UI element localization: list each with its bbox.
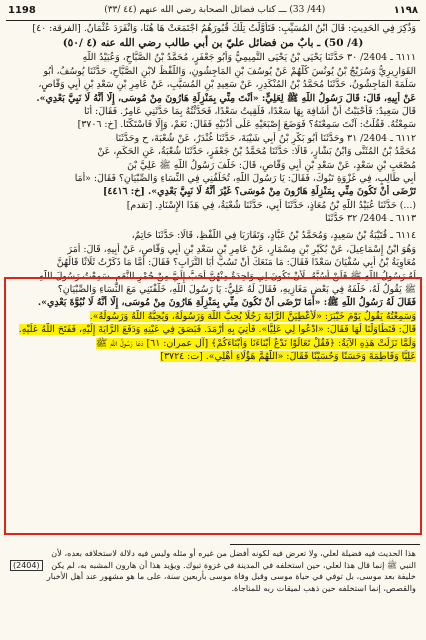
footnote-line: والقصص، إنما استخلفه حين ذهب لميقات ربه للمناجاة. bbox=[231, 582, 416, 593]
footnote-line: هذا الحديث فيه فضيلة لعلي، ولا تعرض فيه لكونه أفضل من غيره أو مثله وليس فيه دلالة لاستخلافه بعده، لأن bbox=[51, 548, 416, 558]
footnote-badge: (2404) bbox=[10, 560, 43, 571]
running-title: (44/ 33) ـــ كتاب فضائل الصحابة رضي الله عنهم (٤٤ /٣٣) bbox=[104, 5, 326, 15]
hadith-line: ٦١١١ ـ 2404/ ٣٠ حَدَّثَنَا يَحْيَى بْنُ يَحْيَى التَّمِيمِيُّ وَأَبُو جَعْفَرٍ، مُحَمَّدُ بْنُ الصَّبَّاحِ، وَعُبَيْدُ اللَّهِ bbox=[82, 52, 416, 64]
hadith-line: مُصْعَبِ بْنِ سَعْدٍ، عَنْ سَعْدِ بْنِ أَبِي وَقَّاصٍ، قَالَ: خَلَّفَ رَسُولُ اللَّهِ ﷺ عَلِيَّ بْنَ bbox=[127, 159, 416, 171]
hadith-line: مُحَمَّدُ بْنُ المُثَنَّى وَابْنُ بَشَّارٍ، قَالَا: حَدَّثَنَا مُحَمَّدُ بْنُ جَعْفَرٍ، حَدَّثَنَا شُعْبَةُ، عَنِ الحَكَمِ، عَنْ bbox=[97, 146, 416, 158]
boxed-hadith-line: لَهُ رَسُولُ اللَّهِ ﷺ فَلَنْ أَسُبَّهُ، لَأَنْ تَكُونَ لِي وَاحِدَةٌ مِنْهُنَّ أَحَبُّ إِلَيَّ مِنْ حُمْرِ النَّعَمِ. سَمِعْتُ رَسُولَ اللَّهِ bbox=[38, 270, 416, 282]
hadith-line: (...) حَدَّثَنَا عُبَيْدُ اللَّهِ بْنُ مُعَاذٍ، حَدَّثَنَا أَبِي، حَدَّثَنَا شُعْبَةُ، فِي هَذَا الإِسْنَادِ. [تقدم] bbox=[126, 199, 416, 211]
footnote-line: خليفة بعد موسى، بل توفي في حياة موسى وقبل وفاة موسى بأربعين سنة، على ما هو مشهور عند أهل الأخبار bbox=[46, 571, 416, 582]
page-number-arabic: ١١٩٨ bbox=[393, 4, 418, 16]
red-annotation-box bbox=[4, 277, 422, 535]
hadith-line: أَبِي طَالِبٍ، فِي غَزْوَةِ تَبُوكَ، فَقَالَ: يَا رَسُولَ اللَّهِ، تُخَلِّفُنِي فِي النِّسَاءِ وَالصِّبْيَانِ؟ فَقَالَ: «أَمَا bbox=[74, 172, 416, 184]
hadith-line: سَمِعْتُهُ. فَقُلْتُ: آنْتَ سَمِعْتَهُ؟ فَوَضَعَ إِصْبَعَيْهِ عَلَى أُذُنَيْهِ فَقَالَ: نَعَمْ، وَإِلَّا فَاسْتَكَّتَا. [خ: ٣٧٠٦] bbox=[77, 119, 416, 131]
footnote-rule bbox=[230, 544, 420, 545]
boxed-hadith-line: وَهُوَ ابْنُ إِسْمَاعِيلَ، عَنْ بُكَيْرِ بْنِ مِسْمَارٍ، عَنْ عَامِرِ بْنِ سَعْدِ بْنِ أَبِي وَقَّاصٍ، عَنْ أَبِيهِ، قَالَ: أَمَرَ bbox=[67, 243, 416, 255]
footnotes bbox=[10, 548, 416, 594]
boxed-hadith-line: ﷺ يَقُولُ لَهُ، خَلَّفَهُ فِي بَعْضِ مَغَازِيهِ، فَقَالَ لَهُ عَلِيٌّ: يَا رَسُولَ اللَّهِ، خَلَّفْتَنِي مَعَ النِّسَاءِ وَالصِّبْيَانِ؟ bbox=[57, 284, 416, 296]
highlighted-text: قَالَ: فَتَطَاوَلْنَا لَهَا فَقَالَ: «ادْعُوا لِي عَلِيًّا». فَأُتِيَ بِهِ أَرْمَدَ. فَبَصَقَ فِي عَيْنِهِ وَدَفَعَ الرَّايَةَ إِلَيْهِ، فَفَتَحَ اللَّهُ عَلَيْهِ. bbox=[18, 324, 416, 336]
hadith-line: تَرْضَى أَنْ تَكُونَ مِنِّي بِمَنْزِلَةِ هَارُونَ مِنْ مُوسَى؟ غَيْرَ أَنَّهُ لَا نَبِيَّ بَعْدِي». [خ: ٤٤١٦] bbox=[102, 186, 416, 198]
hadith-line: القَوَارِيرِيُّ وَسُرَيْجُ بْنُ يُونُسَ كُلُّهُمْ عَنْ يُوسُفَ بْنِ المَاجِشُونِ، وَاللَّفْظُ لابْنِ الصَّبَّاحِ، حَدَّثَنَا يُوسُفُ، أَبُو bbox=[43, 65, 416, 77]
boxed-hadith-line: مُعَاوِيَةُ بْنُ أَبِي سُفْيَانَ سَعْدًا فَقَالَ: مَا مَنَعَكَ أَنْ تَسُبَّ أَبَا التُّرَابِ؟ فَقَالَ: أَمَّا مَا ذَكَرْتُ ثَلَاثًا قَالَهُنَّ bbox=[56, 257, 416, 269]
text-line: وَذُكِرَ فِي الحَدِيثِ: قَالَ ابْنُ المُسَيِّبِ: فَتَأَوَّلْتُ تِلْكَ قُبُورَهُمُ اجْتَمَعَتْ هَا هُنَا، وَانْفَرَدَ عُثْمَانُ. [الفرقة: ٤٠] bbox=[32, 23, 416, 34]
hadith-line: قَالَ سَعِيدٌ: فَأَحْبَبْتُ أَنْ أُشَافِهَ بِهَا سَعْدًا، فَلَقِيتُ سَعْدًا، فَحَدَّثْتُهُ بِمَا حَدَّثَنِي عَامِرٌ. فَقَالَ: أَنَا bbox=[84, 105, 416, 117]
section-title: (4/ 50) ـ بابٌ من فضائل عليّ بن أبي طالب رضي الله عنه (٤ /٥٠) bbox=[62, 37, 364, 50]
page-number: 1198 bbox=[8, 4, 36, 16]
boxed-hadith-line: ٦١١٤ ـ قُتَيْبَةُ بْنُ سَعِيدٍ، وَمُحَمَّدُ بْنُ عَبَّادٍ، وَتَقَارَبَا فِي اللَّفْظِ، قَالَا: حَدَّثَنَا حَاتِمٌ، bbox=[131, 230, 416, 242]
page-header bbox=[8, 2, 418, 18]
hadith-line: ٦١١٣ ـ 2404/ ٣٢ حَدَّثَنَا bbox=[325, 213, 416, 225]
highlighted-text: عَلِيًّا وَفَاطِمَةَ وَحَسَنًا وَحُسَيْنًا فَقَالَ: «اللَّهُمَّ هَؤُلَاءِ أَهْلِي». [ت: ٣٧٢٤] bbox=[160, 350, 416, 362]
footnote-line: النبي ﷺ إنما قال هذا لعلي، حين استخلفه في المدينة في غزوة تبوك. ويؤيد هذا أن هارون المشبه به، لم يكن bbox=[51, 559, 416, 570]
highlighted-text: وَسَمِعْتُهُ يَقُولُ يَوْمَ خَيْبَرَ: «لَأُعْطِيَنَّ الرَّايَةَ رَجُلًا يُحِبُّ اللَّهَ وَرَسُولَهُ، وَيُحِبُّهُ اللَّهُ وَرَسُولُهُ». bbox=[89, 310, 416, 322]
hadith-line: سَلَمَةَ المَاجِشُونُ، حَدَّثَنَا مُحَمَّدُ بْنُ المُنْكَدِرِ، عَنْ سَعِيدِ بْنِ المُسَيَّبِ، عَنْ عَامِرِ بْنِ سَعْدِ بْنِ أَبِي وَقَّاصٍ، bbox=[38, 79, 416, 91]
hadith-line: عَنْ أَبِيهِ، قَالَ: قَالَ رَسُولُ اللَّهِ ﷺ لِعَلِيٍّ: «أَنْتَ مِنِّي بِمَنْزِلَةِ هَارُونَ مِنْ مُوسَى، إِلَّا أَنَّهُ لَا نَبِيَّ بَعْدِي». bbox=[36, 92, 416, 104]
boxed-hadith-line: فَقَالَ لَهُ رَسُولُ اللَّهِ ﷺ: «أَمَا تَرْضَى أَنْ تَكُونَ مِنِّي بِمَنْزِلَةِ هَارُونَ مِنْ مُوسَى، إِلَّا أَنَّهُ لَا نُبُوَّةَ بَعْدِي». bbox=[37, 297, 416, 309]
highlighted-text: وَلَمَّا نَزَلَتْ هَذِهِ الآيَةُ: ﴿فَقُلْ تَعَالَوْا نَدْعُ أَبْنَاءَنَا وَأَبْنَاءَكُمْ﴾ [آل عمران: ٦١] دَعَا رَسُولُ اللَّهِ ﷺ bbox=[95, 337, 416, 349]
header-rule bbox=[6, 20, 420, 21]
hadith-line: ٦١١٢ ـ 2404/ ٣١ وحَدَّثَنَا أَبُو بَكْرِ بْنُ أَبِي شَيْبَةَ، حَدَّثَنَا غُنْدَرٌ، عَنْ شُعْبَةَ، ح وحَدَّثَنَا bbox=[115, 132, 416, 144]
